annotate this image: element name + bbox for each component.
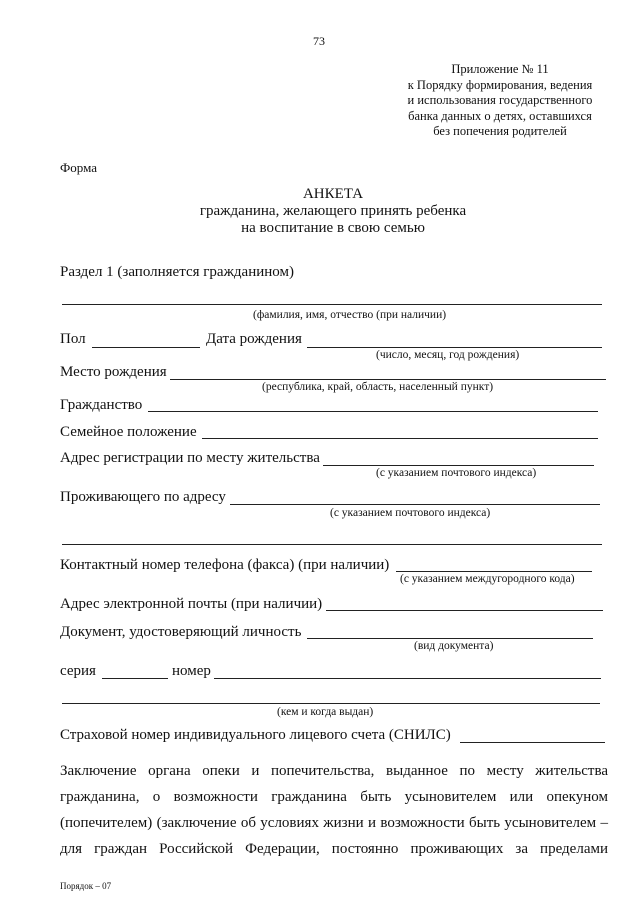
footer-code: Порядок – 07	[60, 881, 112, 891]
fio-field[interactable]	[62, 304, 602, 305]
snils-field[interactable]	[460, 742, 605, 743]
form-subtitle-line1: гражданина, желающего принять ребенка	[199, 203, 467, 219]
marital-status-label: Семейное положение	[60, 424, 197, 440]
form-subtitle-line2: на воспитание в свою семью	[241, 220, 425, 236]
living-address-extra-line[interactable]	[62, 544, 602, 545]
page-number: 73	[313, 34, 325, 48]
birth-date-field[interactable]	[307, 347, 602, 348]
paragraph-line: Заключение органа опеки и попечительства, выданное по месту жительства	[60, 763, 608, 779]
paragraph-line: для граждан Российской Федерации, постоянно проживающих за пределами	[60, 841, 608, 857]
citizenship-label: Гражданство	[60, 397, 143, 413]
appendix-line: без попечения родителей	[433, 124, 567, 138]
form-title: АНКЕТА	[302, 186, 364, 202]
living-address-field[interactable]	[230, 504, 600, 505]
birth-place-hint: (республика, край, область, населенный пункт)	[262, 381, 494, 393]
issued-hint: (кем и когда выдан)	[277, 706, 374, 718]
gender-field[interactable]	[92, 347, 200, 348]
phone-label: Контактный номер телефона (факса) (при наличии)	[60, 557, 390, 573]
gender-label: Пол	[60, 331, 86, 347]
reg-address-hint: (с указанием почтового индекса)	[376, 467, 537, 479]
appendix-line: и использования государственного	[407, 93, 593, 107]
marital-status-field[interactable]	[202, 438, 598, 439]
birth-place-label: Место рождения	[60, 364, 167, 380]
birth-date-label: Дата рождения	[206, 331, 302, 347]
series-label: серия	[60, 663, 96, 679]
email-label: Адрес электронной почты (при наличии)	[60, 596, 323, 612]
series-field[interactable]	[102, 678, 168, 679]
fio-hint: (фамилия, имя, отчество (при наличии)	[253, 309, 447, 321]
appendix-line: к Порядку формирования, ведения	[407, 77, 593, 92]
phone-field[interactable]	[396, 571, 592, 572]
id-document-label: Документ, удостоверяющий личность	[60, 624, 302, 640]
phone-hint: (с указанием междугородного кода)	[400, 573, 575, 585]
reg-address-label: Адрес регистрации по месту жительства	[60, 450, 320, 466]
number-label: номер	[172, 663, 211, 679]
appendix-line: банка данных о детях, оставшихся	[408, 108, 592, 123]
birth-date-hint: (число, месяц, год рождения)	[376, 349, 520, 361]
email-field[interactable]	[326, 610, 603, 611]
reg-address-field[interactable]	[323, 465, 594, 466]
section-title: Раздел 1 (заполняется гражданином)	[60, 264, 295, 280]
id-document-field[interactable]	[307, 638, 593, 639]
form-label: Форма	[60, 160, 97, 175]
paragraph-line: (попечителем) (заключение об условиях жизни и возможности быть усыновителем –	[60, 815, 608, 831]
living-address-label: Проживающего по адресу	[60, 489, 226, 505]
issued-field[interactable]	[62, 703, 600, 704]
appendix-title: Приложение № 11	[451, 62, 549, 76]
snils-label: Страховой номер индивидуального лицевого счета (СНИЛС)	[60, 727, 451, 743]
living-address-hint: (с указанием почтового индекса)	[330, 507, 491, 519]
conclusion-paragraph	[60, 758, 608, 862]
citizenship-field[interactable]	[148, 411, 598, 412]
number-field[interactable]	[214, 678, 601, 679]
paragraph-line: гражданина, о возможности гражданина быть усыновителем или опекуном	[60, 789, 608, 805]
birth-place-field[interactable]	[170, 379, 606, 380]
appendix-block	[390, 62, 610, 140]
form-heading	[0, 186, 640, 237]
id-document-hint: (вид документа)	[414, 640, 494, 652]
